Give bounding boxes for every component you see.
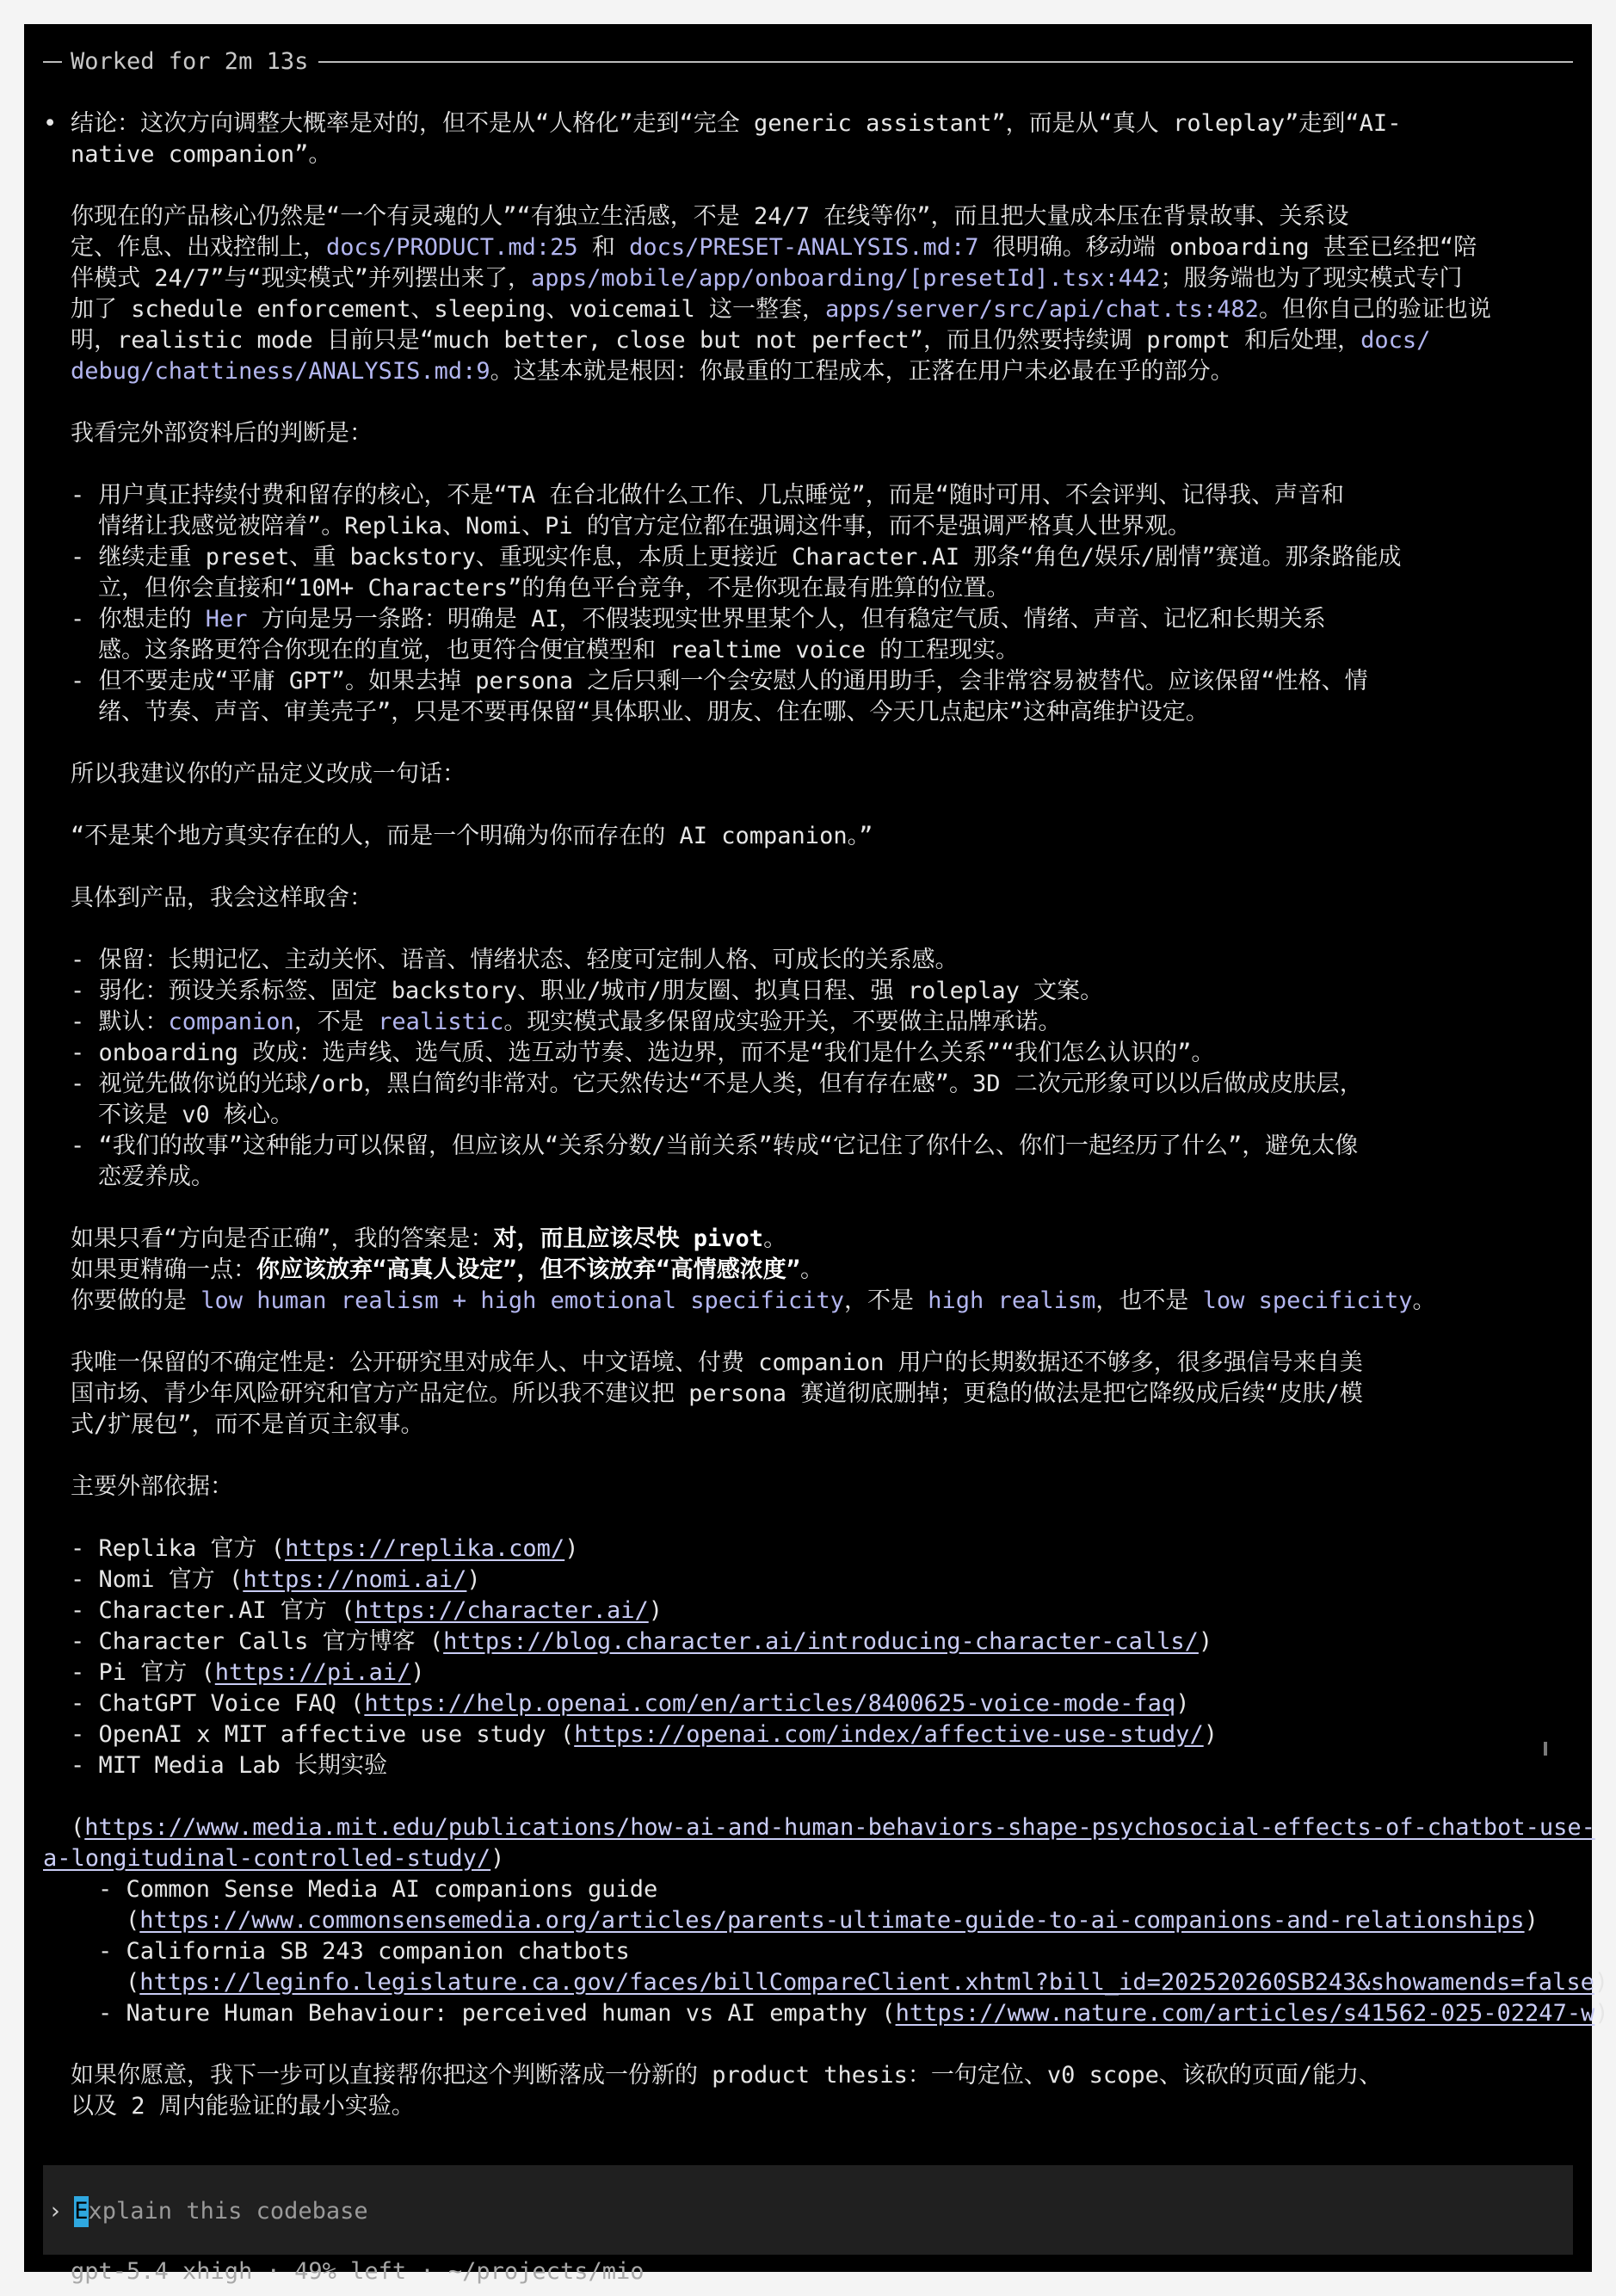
closing-line-2: 以及 2 周内能验证的最小实验。 bbox=[71, 2093, 415, 2120]
file-ref-product[interactable]: docs/PRODUCT.md:25 bbox=[326, 234, 578, 261]
context-line-4: 加了 schedule enforcement、sleeping、voicemail 这一整套，apps/server/src/api/chat.ts:482。但你自己的验证也说 bbox=[71, 296, 1491, 323]
tradeoff-onboarding: - onboarding 改成：选声线、选气质、选互动节奏、选边界，而不是“我们是什么关系”“我们怎么认识的”。 bbox=[71, 1040, 1215, 1066]
header-rule-left bbox=[43, 61, 62, 63]
tradeoff-visual-line-1: - 视觉先做你说的光球/orb，黑白简约非常对。它天然传达“不是人类，但有存在感”。3D 二次元形象可以以后做成皮肤层， bbox=[71, 1071, 1363, 1097]
judgment-3-line-1: - 你想走的 Her 方向是另一条路：明确是 AI，不假装现实世界里某个人，但有稳定气质、情绪、声音、记忆和长期关系 bbox=[71, 606, 1326, 633]
source-pi: - Pi 官方 (https://pi.ai/) bbox=[71, 1659, 425, 1686]
source-mit-media-lab: - MIT Media Lab 长期实验 bbox=[71, 1752, 388, 1779]
file-ref-chat[interactable]: apps/server/src/api/chat.ts:482 bbox=[824, 296, 1259, 323]
tradeoff-default: - 默认：companion，不是 realistic。现实模式最多保留成实验开关，不要做主品牌承诺。 bbox=[71, 1009, 1062, 1035]
file-ref-preset-analysis[interactable]: docs/PRESET-ANALYSIS.md:7 bbox=[629, 234, 979, 261]
file-ref-onboarding[interactable]: apps/mobile/app/onboarding/[presetId].tsx:442 bbox=[531, 265, 1161, 292]
verdict-line-2: 如果更精确一点：你应该放弃“高真人设定”，但不该放弃“高情感浓度”。 bbox=[71, 1256, 824, 1283]
link-character-calls[interactable]: https://blog.character.ai/introducing-character-calls/ bbox=[443, 1628, 1199, 1655]
verdict-line-3: 你要做的是 low human realism + high emotional specificity，不是 high realism，也不是 low specificity。 bbox=[71, 1287, 1436, 1314]
link-replika[interactable]: https://replika.com/ bbox=[285, 1535, 565, 1562]
message-bullet: • bbox=[43, 110, 58, 137]
tradeoff-visual-line-2: 不该是 v0 核心。 bbox=[98, 1102, 294, 1128]
context-line-2: 定、作息、出戏控制上，docs/PRODUCT.md:25 和 docs/PRESET-ANALYSIS.md:7 很明确。移动端 onboarding 甚至已经把“陪 bbox=[71, 234, 1477, 261]
verdict-bold-2: 你应该放弃“高真人设定”，但不该放弃“高情感浓度” bbox=[256, 1256, 801, 1283]
judgment-4-line-1: - 但不要走成“平庸 GPT”。如果去掉 persona 之后只剩一个会安慰人的通用助手，会非常容易被替代。应该保留“性格、情 bbox=[71, 668, 1368, 694]
input-placeholder: xplain this codebase bbox=[88, 2198, 368, 2225]
judgment-1-line-1: - 用户真正持续付费和留存的核心，不是“TA 在台北做什么工作、几点睡觉”，而是“随时可用、不会评判、记得我、声音和 bbox=[71, 482, 1345, 509]
judgment-intro: 我看完外部资料后的判断是： bbox=[71, 420, 373, 447]
uncertainty-line-1: 我唯一保留的不确定性是：公开研究里对成年人、中文语境、付费 companion 用户的长期数据还不够多，很多强信号来自美 bbox=[71, 1349, 1363, 1376]
context-line-6: debug/chattiness/ANALYSIS.md:9。这基本就是根因：你最重的工程成本，正落在用户未必最在乎的部分。 bbox=[71, 358, 1234, 385]
link-pi[interactable]: https://pi.ai/ bbox=[214, 1659, 411, 1686]
tradeoff-weaken: - 弱化：预设关系标签、固定 backstory、职业/城市/朋友圈、拟真日程、强 roleplay 文案。 bbox=[71, 978, 1104, 1004]
source-chatgpt-voice: - ChatGPT Voice FAQ (https://help.openai.com/en/articles/8400625-voice-mode-faq) bbox=[71, 1690, 1190, 1717]
source-sb243: - California SB 243 companion chatbots bbox=[98, 1938, 630, 1965]
composer-input[interactable] bbox=[43, 2165, 1573, 2255]
conclusion-line-2: native companion”。 bbox=[71, 141, 332, 168]
realistic-code-span: realistic bbox=[378, 1009, 504, 1035]
link-common-sense[interactable]: https://www.commonsensemedia.org/articles/parents-ultimate-guide-to-ai-companions-and-relationships bbox=[139, 1907, 1525, 1934]
tradeoff-story-line-2: 恋爱养成。 bbox=[98, 1163, 214, 1190]
source-sb243-url: (https://leginfo.legislature.ca.gov/faces/billCompareClient.xhtml?bill_id=202520260SB243&showamends=false) bbox=[126, 1969, 1609, 1996]
link-openai-mit[interactable]: https://openai.com/index/affective-use-study/ bbox=[574, 1721, 1204, 1748]
her-code-span: Her bbox=[205, 606, 248, 633]
link-mit-part2[interactable]: a-longitudinal-controlled-study/ bbox=[43, 1845, 491, 1872]
prompt-row[interactable] bbox=[48, 2196, 368, 2227]
judgment-4-line-2: 绪、节奏、声音、审美壳子”，只是不要再保留“具体职业、朋友、住在哪、今天几点起床”这种高维护设定。 bbox=[98, 699, 1209, 725]
source-characterai: - Character.AI 官方 (https://character.ai/) bbox=[71, 1597, 663, 1624]
source-character-calls: - Character Calls 官方博客 (https://blog.character.ai/introducing-character-calls/) bbox=[71, 1628, 1213, 1655]
source-openai-mit: - OpenAI x MIT affective use study (https://openai.com/index/affective-use-study/) bbox=[71, 1721, 1218, 1748]
message-block bbox=[43, 108, 1573, 1812]
judgment-2-line-2: 立，但你会直接和“10M+ Characters”的角色平台竞争，不是你现在最有胜算的位置。 bbox=[98, 575, 1010, 602]
header-rule-right bbox=[318, 61, 1573, 63]
prompt-caret-icon: › bbox=[48, 2198, 63, 2225]
closing-line-1: 如果你愿意，我下一步可以直接帮你把这个判断落成一份新的 product thesis：一句定位、v0 scope、该砍的页面/能力、 bbox=[71, 2062, 1383, 2089]
file-ref-debug-part2[interactable]: debug/chattiness/ANALYSIS.md:9 bbox=[71, 358, 490, 385]
context-line-5: 明，realistic mode 目前只是“much better, close but not perfect”，而且仍然要持续调 prompt 和后处理，docs/ bbox=[71, 327, 1431, 354]
sources-title: 主要外部依据： bbox=[71, 1473, 233, 1500]
definition-intro: 所以我建议你的产品定义改成一句话： bbox=[71, 761, 466, 787]
tradeoff-keep: - 保留：长期记忆、主动关怀、语音、情绪状态、轻度可定制人格、可成长的关系感。 bbox=[71, 947, 959, 973]
source-common-sense-url: (https://www.commonsensemedia.org/articles/parents-ultimate-guide-to-ai-companions-and-relationships) bbox=[126, 1907, 1539, 1934]
link-nomi[interactable]: https://nomi.ai/ bbox=[243, 1566, 467, 1593]
uncertainty-line-2: 国市场、青少年风险研究和官方产品定位。所以我不建议把 persona 赛道彻底删掉；更稳的做法是把它降级成后续“皮肤/模 bbox=[71, 1380, 1363, 1407]
judgment-2-line-1: - 继续走重 preset、重 backstory、重现实作息，本质上更接近 Character.AI 那条“角色/娱乐/剧情”赛道。那条路能成 bbox=[71, 544, 1402, 571]
link-nature[interactable]: https://www.nature.com/articles/s41562-025-02247-w bbox=[895, 2000, 1595, 2027]
conclusion-line-1: 结论：这次方向调整大概率是对的，但不是从“人格化”走到“完全 generic assistant”，而是从“真人 roleplay”走到“AI- bbox=[71, 110, 1402, 137]
sources-continued bbox=[43, 1874, 1609, 2122]
tradeoff-story-line-1: - “我们的故事”这种能力可以保留，但应该从“关系分数/当前关系”转成“它记住了你什么、你们一起经历了什么”，避免太像 bbox=[71, 1133, 1359, 1159]
source-nomi: - Nomi 官方 (https://nomi.ai/) bbox=[71, 1566, 481, 1593]
status-footer: gpt-5.4 xhigh · 49% left · ~/projects/mio bbox=[71, 2258, 645, 2285]
tradeoff-intro: 具体到产品，我会这样取舍： bbox=[71, 885, 373, 911]
scrollbar-thumb[interactable] bbox=[1544, 1742, 1547, 1756]
verdict-bold-1: 对，而且应该尽快 pivot bbox=[493, 1225, 764, 1252]
mit-link-line-1: (https://www.media.mit.edu/publications/how-ai-and-human-behaviors-shape-psychosocial-effects-of-chatbot-use- bbox=[71, 1814, 1595, 1841]
judgment-1-line-2: 情绪让我感觉被陪着”。Replika、Nomi、Pi 的官方定位都在强调这件事，而不是强调严格真人世界观。 bbox=[98, 513, 1191, 540]
worked-header bbox=[43, 46, 1573, 77]
source-replika: - Replika 官方 (https://replika.com/) bbox=[71, 1535, 579, 1562]
context-line-1: 你现在的产品核心仍然是“一个有灵魂的人”“有独立生活感，不是 24/7 在线等你”，而且把大量成本压在背景故事、关系设 bbox=[71, 203, 1349, 230]
source-common-sense: - Common Sense Media AI companions guide bbox=[98, 1876, 658, 1903]
uncertainty-line-3: 式/扩展包”，而不是首页主叙事。 bbox=[71, 1411, 424, 1438]
link-mit-part1[interactable]: https://www.media.mit.edu/publications/how-ai-and-human-behaviors-shape-psychosocial-effects-of-chatbot-use- bbox=[84, 1814, 1595, 1841]
source-nature: - Nature Human Behaviour: perceived human vs AI empathy (https://www.nature.com/articles/s41562-025-02247-w) bbox=[98, 2000, 1609, 2027]
definition-quote: “不是某个地方真实存在的人，而是一个明确为你而存在的 AI companion。” bbox=[71, 823, 873, 849]
terminal-window bbox=[24, 24, 1609, 2285]
link-sb243[interactable]: https://leginfo.legislature.ca.gov/faces/billCompareClient.xhtml?bill_id=202520260SB243&showamends=false bbox=[139, 1969, 1594, 1996]
verdict-line-1: 如果只看“方向是否正确”，我的答案是：对，而且应该尽快 pivot。 bbox=[71, 1225, 787, 1252]
text-cursor: E bbox=[74, 2196, 88, 2227]
mit-link-line-2: a-longitudinal-controlled-study/) bbox=[43, 1845, 505, 1872]
link-chatgpt-voice[interactable]: https://help.openai.com/en/articles/8400625-voice-mode-faq bbox=[364, 1690, 1176, 1717]
link-characterai[interactable]: https://character.ai/ bbox=[355, 1597, 649, 1624]
companion-code-span: companion bbox=[168, 1009, 294, 1035]
assistant-message bbox=[43, 108, 1609, 2122]
context-line-3: 伴模式 24/7”与“现实模式”并列摆出来了，apps/mobile/app/onboarding/[presetId].tsx:442；服务端也为了现实模式专门 bbox=[71, 265, 1463, 292]
file-ref-debug-part1[interactable]: docs/ bbox=[1360, 327, 1431, 354]
judgment-3-line-2: 感。这条路更符合你现在的直觉，也更符合便宜模型和 realtime voice 的工程现实。 bbox=[98, 637, 1020, 663]
worked-title: Worked for 2m 13s bbox=[71, 48, 309, 75]
